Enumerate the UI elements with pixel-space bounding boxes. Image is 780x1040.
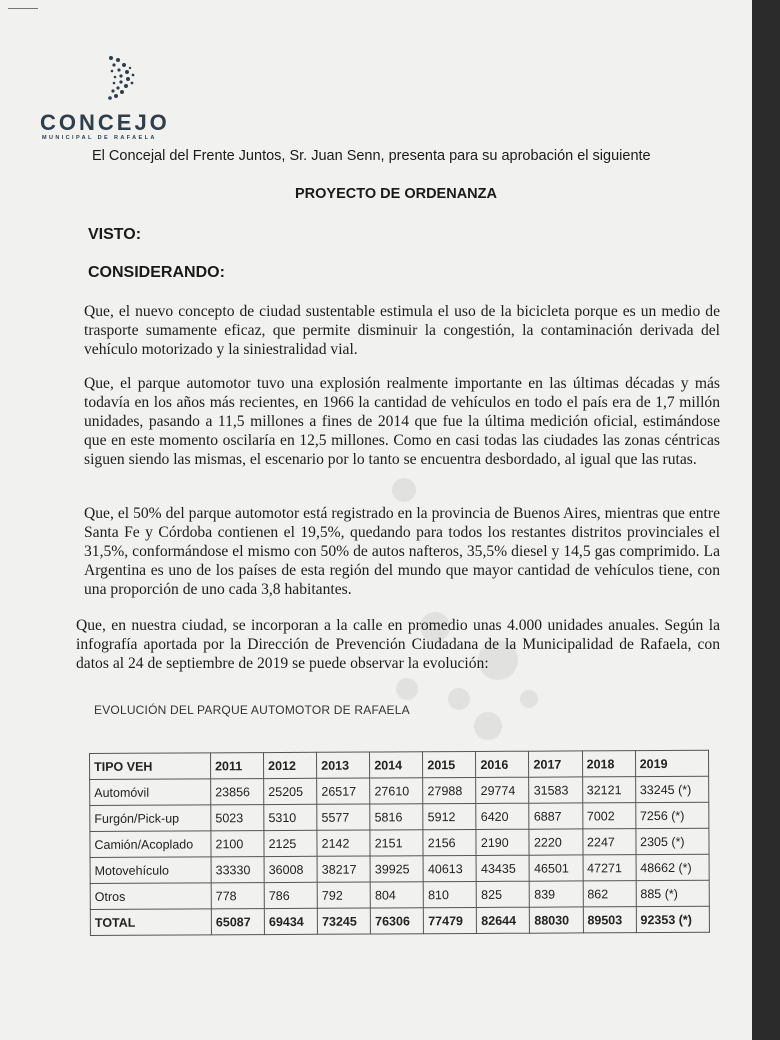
header-cell: 2012 xyxy=(264,752,317,778)
watermark-dot xyxy=(474,712,502,740)
table-cell: 5577 xyxy=(317,804,370,830)
paragraph-distribucion: Que, el 50% del parque automotor está registrado en la provincia de Buenos Aires, mientras que entre Santa Fe y Córdoba contienen el 19,5%, quedando para todos los restantes distritos provinciales el 31,5%, conformándose el mismo con 50% de autos nafteros, 35,5% diesel y 14,5 gas comprimido. La Argentina es uno de los países de esta región del mundo que mayor cantidad de vehículos tiene, con una proporción de uno cada 3,8 habitantes. xyxy=(84,505,720,598)
table-cell: 6420 xyxy=(476,803,529,829)
table-cell: 76306 xyxy=(371,908,424,934)
table-cell: 2156 xyxy=(423,829,476,855)
watermark-dot xyxy=(520,690,538,708)
table-cell: 39925 xyxy=(370,856,423,882)
table-cell: 23856 xyxy=(211,779,264,805)
table-cell: 89503 xyxy=(583,907,636,933)
table-cell: 33330 xyxy=(211,857,264,883)
logo-title: CONCEJO xyxy=(40,110,170,135)
table-cell: 27988 xyxy=(423,777,476,803)
table-cell: 43435 xyxy=(476,855,529,881)
table-cell: 2151 xyxy=(370,830,423,856)
table-row xyxy=(90,854,709,883)
header-cell: 2014 xyxy=(370,752,423,778)
table-cell: 804 xyxy=(370,882,423,908)
table-cell: 69434 xyxy=(264,908,317,934)
watermark-dot xyxy=(448,688,470,710)
table-cell: 88030 xyxy=(530,907,583,933)
table-cell: 839 xyxy=(530,881,583,907)
concejo-logo xyxy=(40,52,180,142)
table-cell: 77479 xyxy=(424,907,477,933)
table-row xyxy=(90,802,709,831)
table-cell: 7256 (*) xyxy=(635,802,709,828)
table-row xyxy=(90,880,709,909)
header-cell: 2011 xyxy=(211,753,264,779)
table-row xyxy=(90,828,709,857)
table-header-row xyxy=(90,750,709,779)
table-cell: 31583 xyxy=(529,777,582,803)
considerando-label: CONSIDERANDO: xyxy=(88,264,225,281)
pen-mark xyxy=(8,8,38,9)
header-cell: 2013 xyxy=(317,752,370,778)
table-cell: Otros xyxy=(90,883,211,910)
table-cell: 2247 xyxy=(582,829,635,855)
table-cell: Furgón/Pick-up xyxy=(90,805,211,832)
watermark-dot xyxy=(396,678,418,700)
table-cell: 2190 xyxy=(476,829,529,855)
visto-label: VISTO: xyxy=(88,226,142,243)
table-cell: 5023 xyxy=(211,805,264,831)
watermark-dot xyxy=(392,478,416,502)
table-cell: 810 xyxy=(423,881,476,907)
header-cell: 2016 xyxy=(476,751,529,777)
table-cell: 5310 xyxy=(264,804,317,830)
header-cell: 2015 xyxy=(423,751,476,777)
table-cell: 7002 xyxy=(582,803,635,829)
table-cell: Motovehículo xyxy=(90,857,211,884)
table-cell: TOTAL xyxy=(90,909,211,936)
table-cell: 2142 xyxy=(317,830,370,856)
table-cell: 786 xyxy=(264,882,317,908)
table-cell: 65087 xyxy=(211,909,264,935)
table-total-row xyxy=(90,906,709,935)
table-cell: 38217 xyxy=(317,856,370,882)
table-cell: 36008 xyxy=(264,856,317,882)
table-cell: 2100 xyxy=(211,831,264,857)
table-cell: 46501 xyxy=(530,855,583,881)
table-title: EVOLUCIÓN DEL PARQUE AUTOMOTOR DE RAFAELA xyxy=(94,703,410,717)
table-cell: 25205 xyxy=(264,778,317,804)
table-cell: 5912 xyxy=(423,803,476,829)
table-cell: 26517 xyxy=(317,778,370,804)
vehicle-table xyxy=(89,750,710,936)
header-cell: 2019 xyxy=(635,750,709,776)
table-cell: 2220 xyxy=(529,829,582,855)
table-cell: 82644 xyxy=(477,907,530,933)
table-cell: Camión/Acoplado xyxy=(90,831,211,858)
table-cell: 862 xyxy=(583,881,636,907)
paragraph-bicicleta: Que, el nuevo concepto de ciudad sustentable estimula el uso de la bicicleta porque es un medio de trasporte sumamente eficaz, que permite disminuir la congestión, la contaminación derivada del vehículo motorizado y la siniestralidad vial. xyxy=(84,303,720,358)
table-cell: 2125 xyxy=(264,830,317,856)
table-cell: 825 xyxy=(477,881,530,907)
document-heading: PROYECTO DE ORDENANZA xyxy=(295,186,497,202)
paragraph-parque-automotor: Que, el parque automotor tuvo una explosión realmente importante en las últimas décadas y más todavía en los años más recientes, en 1966 la cantidad de vehículos en todo el país era de 1,7 millón unidades, pasando a 11,5 millones a fines de 2014 que fue la última medición oficial, estimándose que en este momento oscilaría en 12,5 millones. Como en casi todas las ciudades las zonas céntricas siguen siendo las mismas, el escenario por lo tanto se encuentra desbordado, al igual que las rutas. xyxy=(84,375,720,468)
table-cell: 27610 xyxy=(370,778,423,804)
table-cell: 47271 xyxy=(583,855,636,881)
intro-line: El Concejal del Frente Juntos, Sr. Juan Senn, presenta para su aprobación el siguiente xyxy=(92,148,651,164)
logo-subtitle: MUNICIPAL DE RAFAELA xyxy=(42,135,157,141)
table-cell: 40613 xyxy=(423,855,476,881)
table-cell: 73245 xyxy=(317,908,370,934)
table-cell: 33245 (*) xyxy=(635,776,709,802)
header-cell: 2018 xyxy=(582,751,635,777)
table-cell: 792 xyxy=(317,882,370,908)
table-cell: Automóvil xyxy=(90,779,211,806)
header-cell: TIPO VEH xyxy=(90,753,211,780)
table-cell: 92353 (*) xyxy=(636,906,710,932)
concejo-logo-icon xyxy=(84,52,138,108)
table-cell: 6887 xyxy=(529,803,582,829)
table-row xyxy=(90,776,709,805)
table-cell: 32121 xyxy=(582,777,635,803)
table-cell: 885 (*) xyxy=(636,880,710,906)
table-cell: 48662 (*) xyxy=(636,854,710,880)
background-edge xyxy=(752,0,780,1040)
table-cell: 29774 xyxy=(476,777,529,803)
table-cell: 5816 xyxy=(370,804,423,830)
table-cell: 2305 (*) xyxy=(636,828,710,854)
paragraph-rafaela: Que, en nuestra ciudad, se incorporan a la calle en promedio unas 4.000 unidades anuales. Según la infografía aportada por la Dirección de Prevención Ciudadana de la Municipalidad de Rafaela, con datos al 24 de septiembre de 2019 se puede observar la evolución: xyxy=(76,617,720,672)
table-cell: 778 xyxy=(211,883,264,909)
header-cell: 2017 xyxy=(529,751,582,777)
